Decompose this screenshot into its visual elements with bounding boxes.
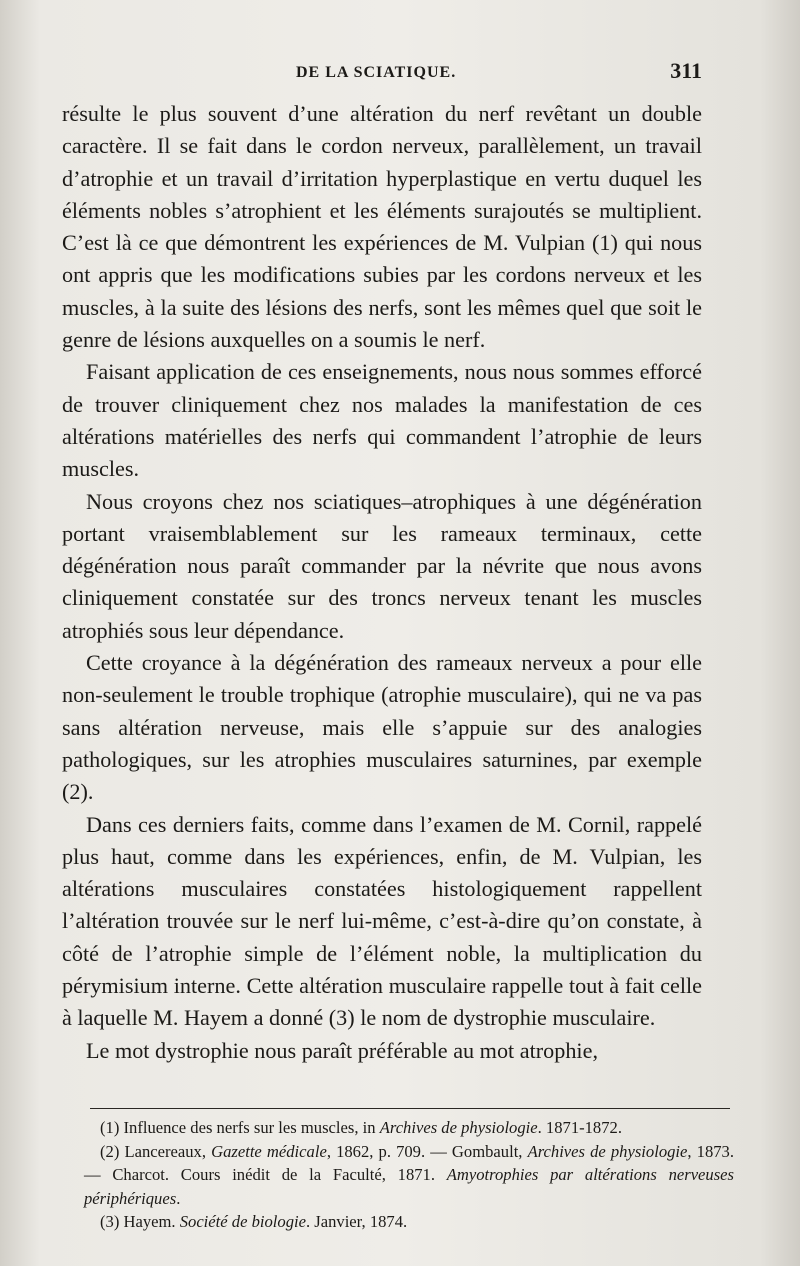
footnote-text: (1) Influence des nerfs sur les muscles, in — [100, 1118, 380, 1137]
footnote-text: . — [176, 1188, 181, 1208]
paragraph: résulte le plus souvent d’une altération du nerf revêtant un double caractère. Il se fait dans le cordon nerveux, parallèlement, un travail d’atrophie et un travail d’irritation hyperplastique en vertu duquel les éléments nobles s’atrophient et les éléments surajoutés se multiplient. C’est là ce que démontrent les expériences de M. Vulpian (1) qui nous ont appris que les modifications subies par les cordons nerveux et les muscles, à la suite des lésions des nerfs, sont les mêmes quel que soit le genre de lésions auxquelles on a soumis le nerf. — [62, 101, 702, 353]
footnote-citation: Amyotrophies par altérations nerveuses périphériques — [84, 1165, 734, 1208]
footnote-text: . Janvier, 1874. — [305, 1212, 408, 1231]
body-text — [62, 98, 702, 1067]
footnote-text: (3) Hayem. — [100, 1212, 180, 1231]
running-title: DE LA SCIATIQUE. — [296, 64, 457, 81]
footnote-text: , 1862, p. 709. — Gombault, — [326, 1141, 528, 1161]
footnote-citation: Gazette médicale — [211, 1141, 327, 1161]
footnote-3 — [84, 1210, 734, 1234]
footnote-1 — [84, 1116, 734, 1140]
paragraph: Le mot dystrophie nous paraît préférable au mot atrophie, — [86, 1037, 598, 1063]
paragraph: Cette croyance à la dégénération des rameaux nerveux a pour elle non-seulement le trouble trophique (atrophie musculaire), qui ne va pas sans altération nerveuse, mais elle s’appuie sur des analogies pathologiques, sur les atrophies musculaires saturnines, par exemple (2). — [62, 650, 702, 805]
paragraph: Dans ces derniers faits, comme dans l’examen de M. Cornil, rappelé plus haut, comme dans les expériences, enfin, de M. Vulpian, les altérations musculaires constatées histologiquement rappellent l’altération trouvée sur le nerf lui-même, c’est-à-dire qu’on constate, à côté de l’atrophie simple de l’élément noble, la multiplication du pérymisium interne. Cette altération musculaire rappelle tout à fait celle à laquelle M. Hayem a donné (3) le nom de dystrophie musculaire. — [62, 811, 702, 1031]
footnote-2 — [84, 1140, 734, 1211]
footnote-citation: Société de biologie — [179, 1212, 306, 1231]
footnote-citation: Archives de physiologie — [379, 1118, 538, 1137]
footnote-rule — [90, 1108, 730, 1109]
footnote-citation: Archives de physiologie — [527, 1141, 688, 1161]
footnote-text: . 1871-1872. — [537, 1118, 622, 1137]
footnote-text: , 1873. — Charcot. Cours inédit de la Faculté, 1871. — [84, 1141, 734, 1184]
page-header — [60, 58, 710, 94]
paragraph: Faisant application de ces enseignements, nous nous sommes efforcé de trouver cliniquement chez nos malades la manifestation de ces altérations matérielles des nerfs qui commandent l’atrophie de leurs muscles. — [62, 359, 702, 482]
paragraph: Nous croyons chez nos sciatiques–atrophiques à une dégénération portant vraisemblablement sur les rameaux terminaux, cette dégénération nous paraît commander par la névrite que nous avons cliniquement constatée sur des troncs nerveux tenant les muscles atrophiés sous leur dépendance. — [62, 488, 702, 643]
footnotes — [84, 1116, 734, 1234]
page-number: 311 — [670, 58, 702, 83]
footnote-text: (2) Lancereaux, — [100, 1141, 212, 1161]
